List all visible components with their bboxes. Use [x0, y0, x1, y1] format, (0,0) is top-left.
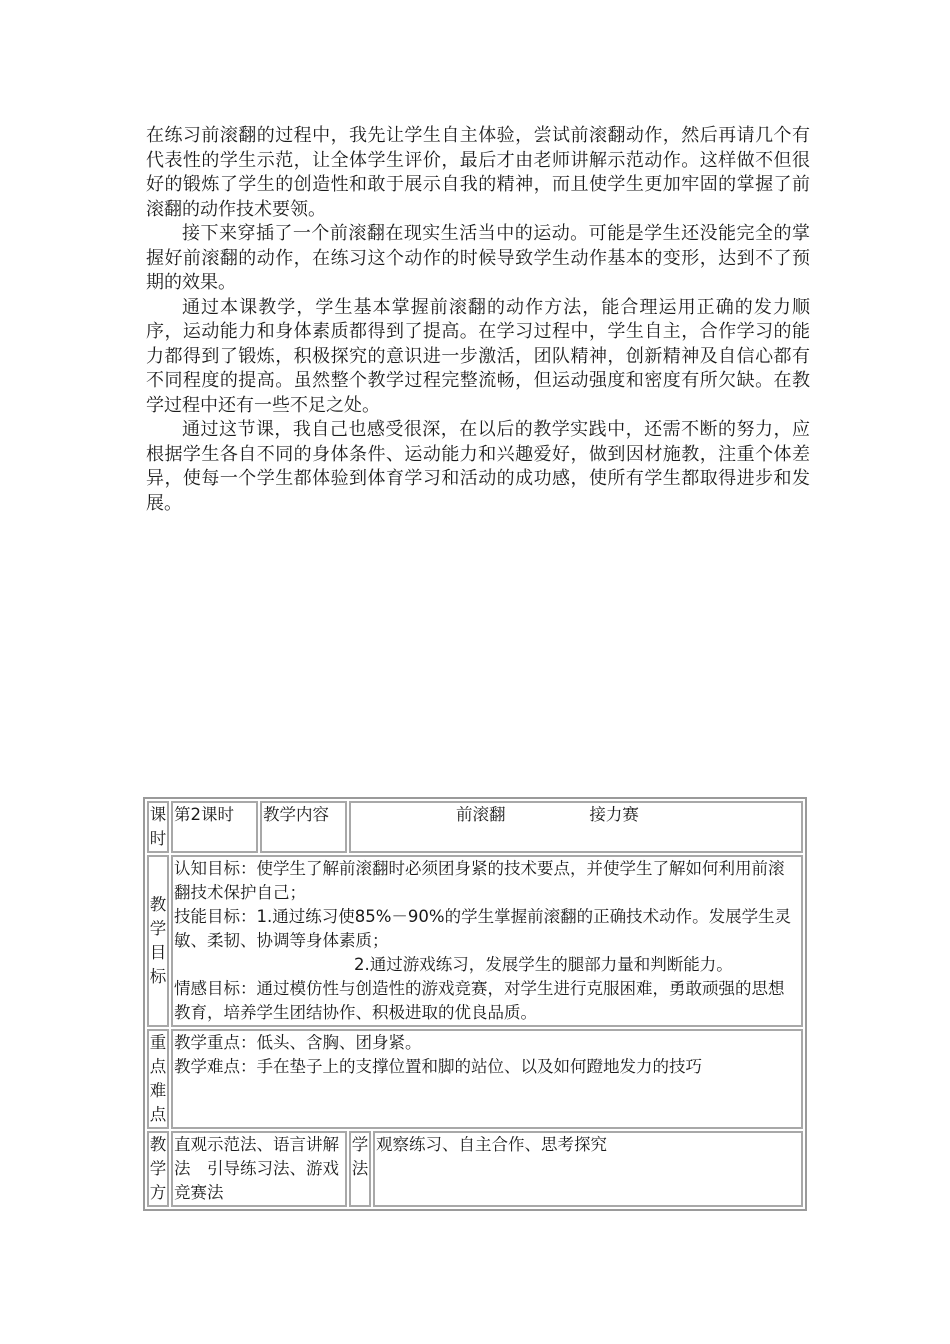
- period-label: 课时: [147, 801, 169, 853]
- key-point: 教学重点：低头、含胸、团身紧。: [174, 1033, 422, 1052]
- content-value: [349, 801, 803, 853]
- cognitive-objective: 认知目标：使学生了解前滚翻时必须团身紧的技术要点，并使学生了解如何利用前滚翻技术保护自己；: [174, 859, 785, 902]
- difficulty-point: 教学难点：手在垫子上的支撑位置和脚的站位、以及如何蹬地发力的技巧: [174, 1057, 702, 1076]
- lesson-title: 前滚翻 接力赛: [456, 805, 639, 824]
- teaching-method-label: 教学方: [147, 1131, 169, 1207]
- lesson-plan-table: [143, 797, 807, 1211]
- teaching-method: 直观示范法、语言讲解法 引导练习法、游戏竞赛法: [171, 1131, 347, 1207]
- reflection-text: [146, 124, 810, 516]
- objectives-label: 教学目标: [147, 855, 169, 1027]
- content-label: 教学内容: [260, 801, 347, 853]
- table-row: [147, 1029, 803, 1129]
- skill-objective: 技能目标：1.通过练习使85%－90%的学生掌握前滚翻的正确技术动作。发展学生灵敏、柔韧、协调等身体素质；: [174, 907, 792, 950]
- affective-objective: 情感目标：通过模仿性与创造性的游戏竞赛，对学生进行克服困难，勇敢顽强的思想教育，培养学生团结协作、积极进取的优良品质。: [174, 979, 785, 1022]
- table-row: [147, 1131, 803, 1207]
- paragraph: 在练习前滚翻的过程中，我先让学生自主体验，尝试前滚翻动作，然后再请几个有代表性的学生示范，让全体学生评价，最后才由老师讲解示范动作。这样做不但很好的锻炼了学生的创造性和敢于展示自我的精神，而且使学生更加牢固的掌握了前滚翻的动作技术要领。: [146, 125, 810, 220]
- objectives-content: [171, 855, 803, 1027]
- period-value: 第2课时: [171, 801, 258, 853]
- skill-objective-2: 2.通过游戏练习，发展学生的腿部力量和判断能力。: [354, 955, 733, 974]
- key-points-content: [171, 1029, 803, 1129]
- key-points-label: 重点难点: [147, 1029, 169, 1129]
- paragraph: 接下来穿插了一个前滚翻在现实生活当中的运动。可能是学生还没能完全的掌握好前滚翻的动作，在练习这个动作的时候导致学生动作基本的变形，达到不了预期的效果。: [146, 223, 810, 293]
- paragraph: 通过这节课，我自己也感受很深，在以后的教学实践中，还需不断的努力，应根据学生各自不同的身体条件、运动能力和兴趣爱好，做到因材施教，注重个体差异，使每一个学生都体验到体育学习和活动的成功感，使所有学生都取得进步和发展。: [146, 419, 810, 514]
- table-row: [147, 801, 803, 853]
- paragraph: 通过本课教学，学生基本掌握前滚翻的动作方法，能合理运用正确的发力顺序，运动能力和身体素质都得到了提高。在学习过程中，学生自主，合作学习的能力都得到了锻炼，积极探究的意识进一步激活，团队精神，创新精神及自信心都有不同程度的提高。虽然整个教学过程完整流畅，但运动强度和密度有所欠缺。在教学过程中还有一些不足之处。: [146, 296, 810, 416]
- learning-method: 观察练习、自主合作、思考探究: [373, 1131, 803, 1207]
- learning-method-label: 学法: [349, 1131, 371, 1207]
- table-row: [147, 855, 803, 1027]
